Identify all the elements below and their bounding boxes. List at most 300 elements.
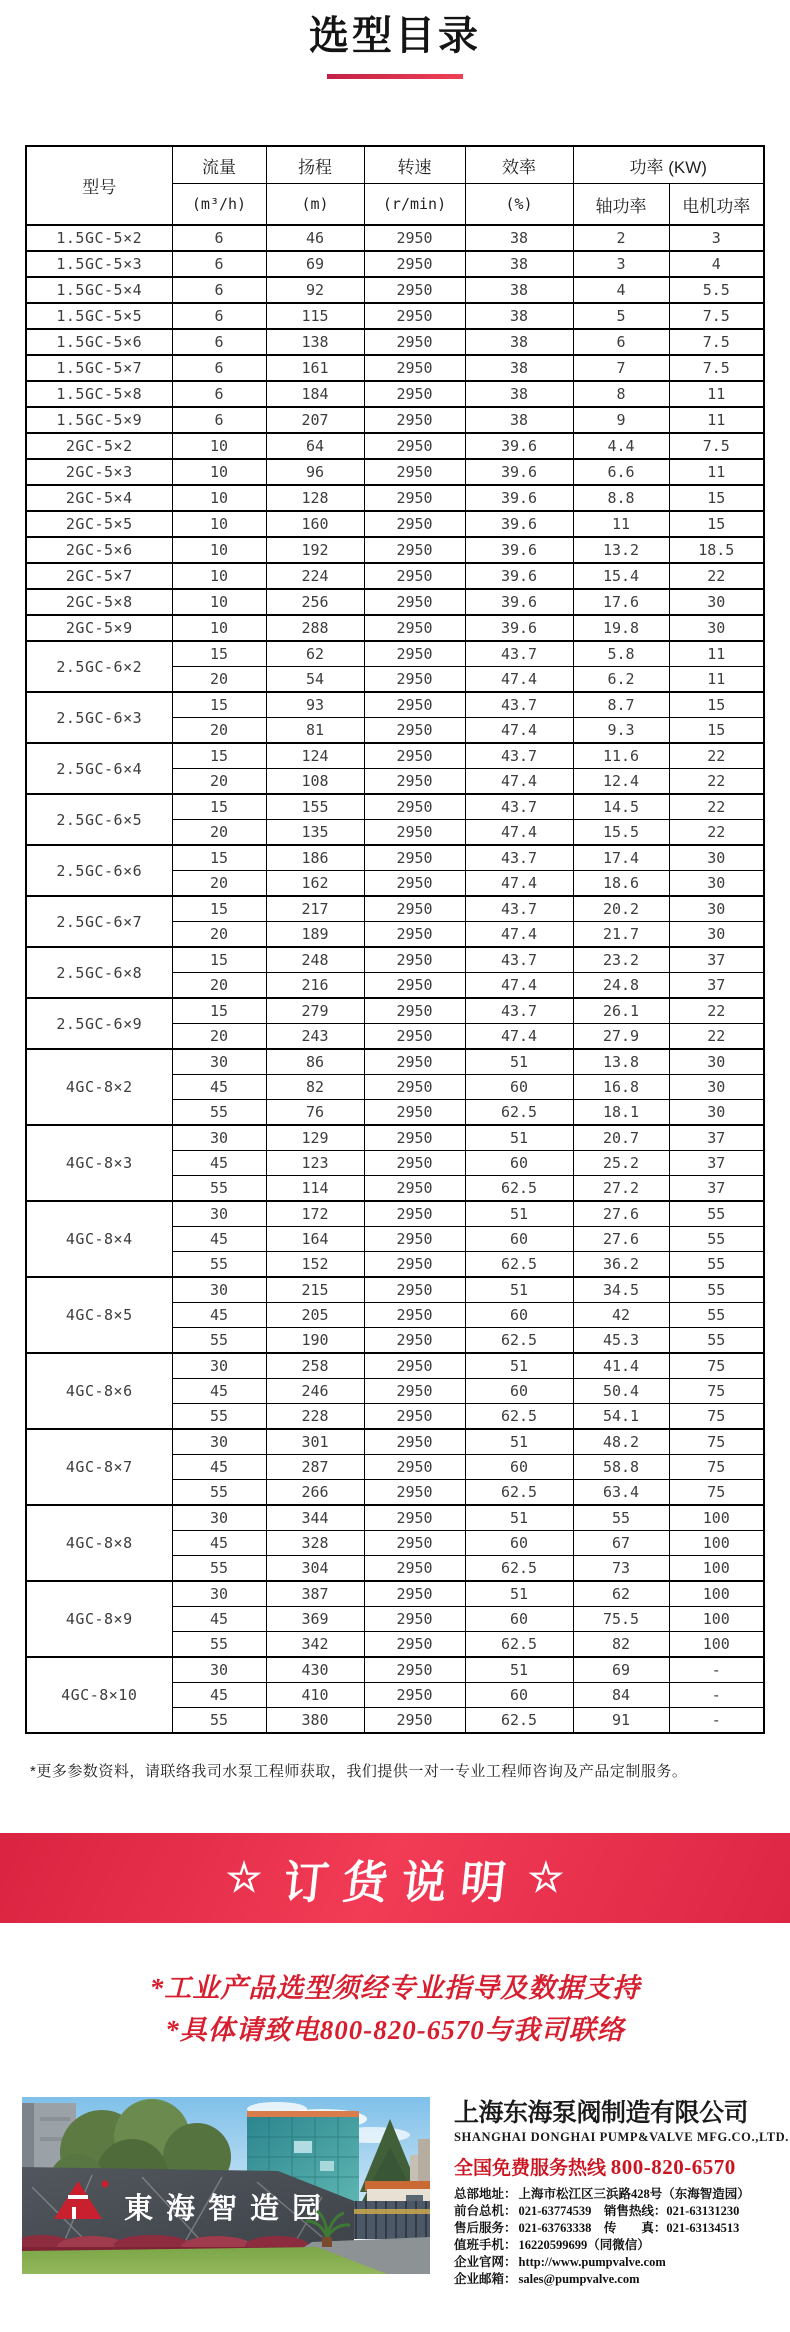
value-cell: 172 bbox=[266, 1201, 364, 1227]
value-cell: - bbox=[669, 1657, 764, 1683]
value-cell: 2950 bbox=[364, 743, 465, 769]
value-cell: 39.6 bbox=[465, 537, 573, 563]
value-cell: 38 bbox=[465, 355, 573, 381]
value-cell: 2950 bbox=[364, 1505, 465, 1531]
value-cell: 184 bbox=[266, 381, 364, 407]
value-cell: 43.7 bbox=[465, 845, 573, 871]
value-cell: 2950 bbox=[364, 485, 465, 511]
value-cell: 51 bbox=[465, 1353, 573, 1379]
value-cell: 55 bbox=[172, 1556, 266, 1582]
col-header-flow: 流量 bbox=[172, 146, 266, 184]
table-row bbox=[26, 1277, 764, 1303]
info-value: 021-63763338 传 真：021-63134513 bbox=[518, 2221, 740, 2235]
value-cell: 75 bbox=[669, 1480, 764, 1506]
model-cell: 4GC-8×10 bbox=[26, 1657, 172, 1733]
value-cell: 19.8 bbox=[573, 615, 669, 641]
value-cell: 9 bbox=[573, 407, 669, 433]
value-cell: 55 bbox=[172, 1176, 266, 1202]
value-cell: 217 bbox=[266, 896, 364, 922]
value-cell: 73 bbox=[573, 1556, 669, 1582]
value-cell: 75.5 bbox=[573, 1607, 669, 1632]
table-row bbox=[26, 329, 764, 355]
value-cell: 62 bbox=[266, 641, 364, 667]
value-cell: 46 bbox=[266, 225, 364, 251]
value-cell: 4 bbox=[573, 277, 669, 303]
value-cell: 30 bbox=[669, 845, 764, 871]
value-cell: 2950 bbox=[364, 973, 465, 999]
value-cell: 39.6 bbox=[465, 563, 573, 589]
value-cell: 62.5 bbox=[465, 1328, 573, 1354]
catalog-page bbox=[0, 10, 790, 2288]
hotline-label: 全国免费服务热线 bbox=[454, 2158, 607, 2179]
model-cell: 1.5GC-5×6 bbox=[26, 329, 172, 355]
table-row bbox=[26, 381, 764, 407]
value-cell: 10 bbox=[172, 459, 266, 485]
value-cell: 11 bbox=[669, 667, 764, 693]
order-banner-title: 订货说明 bbox=[280, 1855, 523, 1909]
value-cell: 45 bbox=[172, 1075, 266, 1100]
value-cell: 6 bbox=[172, 407, 266, 433]
value-cell: 108 bbox=[266, 769, 364, 795]
value-cell: 160 bbox=[266, 511, 364, 537]
model-cell: 2GC-5×2 bbox=[26, 433, 172, 459]
value-cell: 13.2 bbox=[573, 537, 669, 563]
value-cell: - bbox=[669, 1683, 764, 1708]
value-cell: 51 bbox=[465, 1505, 573, 1531]
value-cell: 20 bbox=[172, 667, 266, 693]
value-cell: 18.1 bbox=[573, 1100, 669, 1126]
value-cell: - bbox=[669, 1708, 764, 1734]
value-cell: 47.4 bbox=[465, 769, 573, 795]
notice-line-2: *具体请致电800-820-6570与我司联络 bbox=[165, 2015, 625, 2045]
value-cell: 6 bbox=[172, 329, 266, 355]
model-cell: 1.5GC-5×3 bbox=[26, 251, 172, 277]
page-title: 选型目录 bbox=[309, 13, 481, 59]
value-cell: 155 bbox=[266, 794, 364, 820]
value-cell: 84 bbox=[573, 1683, 669, 1708]
value-cell: 55 bbox=[172, 1632, 266, 1658]
company-photo bbox=[22, 2097, 430, 2274]
value-cell: 2950 bbox=[364, 589, 465, 615]
table-row bbox=[26, 303, 764, 329]
value-cell: 39.6 bbox=[465, 485, 573, 511]
table-row bbox=[26, 407, 764, 433]
company-name-cn: 上海东海泵阀制造有限公司 bbox=[454, 2098, 749, 2127]
model-cell: 2.5GC-6×8 bbox=[26, 947, 172, 998]
model-cell: 4GC-8×9 bbox=[26, 1581, 172, 1657]
value-cell: 30 bbox=[172, 1049, 266, 1075]
value-cell: 55 bbox=[669, 1328, 764, 1354]
value-cell: 2950 bbox=[364, 896, 465, 922]
value-cell: 22 bbox=[669, 998, 764, 1024]
value-cell: 100 bbox=[669, 1531, 764, 1556]
value-cell: 38 bbox=[465, 303, 573, 329]
value-cell: 43.7 bbox=[465, 998, 573, 1024]
value-cell: 2950 bbox=[364, 1277, 465, 1303]
value-cell: 69 bbox=[573, 1657, 669, 1683]
col-header-model: 型号 bbox=[26, 146, 172, 225]
model-cell: 1.5GC-5×9 bbox=[26, 407, 172, 433]
value-cell: 27.9 bbox=[573, 1024, 669, 1050]
value-cell: 2950 bbox=[364, 1607, 465, 1632]
value-cell: 69 bbox=[266, 251, 364, 277]
value-cell: 2950 bbox=[364, 1531, 465, 1556]
value-cell: 8 bbox=[573, 381, 669, 407]
model-cell: 1.5GC-5×4 bbox=[26, 277, 172, 303]
value-cell: 228 bbox=[266, 1404, 364, 1430]
value-cell: 2950 bbox=[364, 329, 465, 355]
table-row bbox=[26, 743, 764, 769]
value-cell: 2950 bbox=[364, 1201, 465, 1227]
value-cell: 2950 bbox=[364, 1480, 465, 1506]
value-cell: 304 bbox=[266, 1556, 364, 1582]
value-cell: 344 bbox=[266, 1505, 364, 1531]
value-cell: 430 bbox=[266, 1657, 364, 1683]
value-cell: 39.6 bbox=[465, 589, 573, 615]
value-cell: 27.6 bbox=[573, 1201, 669, 1227]
value-cell: 51 bbox=[465, 1125, 573, 1151]
value-cell: 39.6 bbox=[465, 433, 573, 459]
value-cell: 82 bbox=[266, 1075, 364, 1100]
hotline-number: 800-820-6570 bbox=[610, 2155, 736, 2179]
model-cell: 4GC-8×7 bbox=[26, 1429, 172, 1505]
value-cell: 37 bbox=[669, 973, 764, 999]
info-value: 021-63774539 销售热线：021-63131230 bbox=[518, 2204, 740, 2218]
value-cell: 3 bbox=[573, 251, 669, 277]
value-cell: 55 bbox=[669, 1277, 764, 1303]
value-cell: 38 bbox=[465, 251, 573, 277]
info-value: sales@pumpvalve.com bbox=[518, 2272, 640, 2286]
value-cell: 10 bbox=[172, 589, 266, 615]
value-cell: 387 bbox=[266, 1581, 364, 1607]
value-cell: 100 bbox=[669, 1581, 764, 1607]
value-cell: 37 bbox=[669, 1176, 764, 1202]
value-cell: 60 bbox=[465, 1683, 573, 1708]
value-cell: 8.7 bbox=[573, 692, 669, 718]
unit-head: (m) bbox=[266, 184, 364, 226]
value-cell: 288 bbox=[266, 615, 364, 641]
table-row bbox=[26, 1353, 764, 1379]
value-cell: 15 bbox=[172, 896, 266, 922]
table-row bbox=[26, 1429, 764, 1455]
value-cell: 2950 bbox=[364, 251, 465, 277]
value-cell: 15 bbox=[669, 718, 764, 744]
value-cell: 2950 bbox=[364, 1227, 465, 1252]
pump-selection-table bbox=[25, 145, 765, 1734]
value-cell: 4 bbox=[669, 251, 764, 277]
value-cell: 2950 bbox=[364, 537, 465, 563]
value-cell: 55 bbox=[172, 1100, 266, 1126]
value-cell: 43.7 bbox=[465, 743, 573, 769]
value-cell: 135 bbox=[266, 820, 364, 846]
value-cell: 60 bbox=[465, 1303, 573, 1328]
value-cell: 2950 bbox=[364, 355, 465, 381]
value-cell: 215 bbox=[266, 1277, 364, 1303]
value-cell: 20.2 bbox=[573, 896, 669, 922]
info-label: 企业邮箱： bbox=[454, 2272, 517, 2286]
value-cell: 301 bbox=[266, 1429, 364, 1455]
model-cell: 4GC-8×5 bbox=[26, 1277, 172, 1353]
table-row bbox=[26, 277, 764, 303]
value-cell: 22 bbox=[669, 743, 764, 769]
value-cell: 16.8 bbox=[573, 1075, 669, 1100]
value-cell: 54.1 bbox=[573, 1404, 669, 1430]
value-cell: 2950 bbox=[364, 1708, 465, 1734]
value-cell: 60 bbox=[465, 1151, 573, 1176]
info-value: 16220599699（同微信） bbox=[518, 2238, 650, 2252]
value-cell: 38 bbox=[465, 407, 573, 433]
value-cell: 47.4 bbox=[465, 922, 573, 948]
value-cell: 3 bbox=[669, 225, 764, 251]
value-cell: 2950 bbox=[364, 1328, 465, 1354]
value-cell: 20 bbox=[172, 871, 266, 897]
table-row bbox=[26, 251, 764, 277]
value-cell: 47.4 bbox=[465, 820, 573, 846]
value-cell: 86 bbox=[266, 1049, 364, 1075]
value-cell: 6 bbox=[172, 303, 266, 329]
value-cell: 2950 bbox=[364, 718, 465, 744]
value-cell: 216 bbox=[266, 973, 364, 999]
value-cell: 92 bbox=[266, 277, 364, 303]
value-cell: 42 bbox=[573, 1303, 669, 1328]
value-cell: 2950 bbox=[364, 1049, 465, 1075]
value-cell: 162 bbox=[266, 871, 364, 897]
value-cell: 6 bbox=[172, 277, 266, 303]
table-row bbox=[26, 1201, 764, 1227]
value-cell: 17.6 bbox=[573, 589, 669, 615]
col-header-efficiency: 效率 bbox=[465, 146, 573, 184]
info-value: 上海市松江区三浜路428号（东海智造园） bbox=[518, 2187, 750, 2201]
value-cell: 2950 bbox=[364, 769, 465, 795]
value-cell: 45 bbox=[172, 1531, 266, 1556]
value-cell: 2950 bbox=[364, 459, 465, 485]
value-cell: 2950 bbox=[364, 277, 465, 303]
value-cell: 45 bbox=[172, 1683, 266, 1708]
value-cell: 100 bbox=[669, 1632, 764, 1658]
title-underline bbox=[327, 74, 463, 79]
model-cell: 4GC-8×8 bbox=[26, 1505, 172, 1581]
value-cell: 30 bbox=[172, 1201, 266, 1227]
info-line-duty-phone bbox=[454, 2237, 768, 2254]
model-cell: 1.5GC-5×5 bbox=[26, 303, 172, 329]
value-cell: 152 bbox=[266, 1252, 364, 1278]
value-cell: 10 bbox=[172, 511, 266, 537]
value-cell: 55 bbox=[172, 1708, 266, 1734]
value-cell: 12.4 bbox=[573, 769, 669, 795]
model-cell: 2.5GC-6×3 bbox=[26, 692, 172, 743]
value-cell: 2950 bbox=[364, 407, 465, 433]
table-row bbox=[26, 355, 764, 381]
value-cell: 30 bbox=[669, 589, 764, 615]
value-cell: 11 bbox=[669, 459, 764, 485]
value-cell: 30 bbox=[172, 1125, 266, 1151]
value-cell: 2950 bbox=[364, 381, 465, 407]
value-cell: 2950 bbox=[364, 845, 465, 871]
value-cell: 15 bbox=[172, 845, 266, 871]
value-cell: 60 bbox=[465, 1379, 573, 1404]
unit-flow: (m³/h) bbox=[172, 184, 266, 226]
value-cell: 75 bbox=[669, 1429, 764, 1455]
value-cell: 11 bbox=[669, 407, 764, 433]
value-cell: 55 bbox=[172, 1404, 266, 1430]
value-cell: 45 bbox=[172, 1379, 266, 1404]
model-cell: 2GC-5×8 bbox=[26, 589, 172, 615]
col-header-power: 功率 (KW) bbox=[573, 146, 764, 184]
value-cell: 342 bbox=[266, 1632, 364, 1658]
value-cell: 37 bbox=[669, 947, 764, 973]
value-cell: 38 bbox=[465, 277, 573, 303]
value-cell: 62.5 bbox=[465, 1556, 573, 1582]
value-cell: 55 bbox=[172, 1328, 266, 1354]
value-cell: 2950 bbox=[364, 1075, 465, 1100]
value-cell: 34.5 bbox=[573, 1277, 669, 1303]
value-cell: 75 bbox=[669, 1404, 764, 1430]
value-cell: 2950 bbox=[364, 922, 465, 948]
value-cell: 128 bbox=[266, 485, 364, 511]
value-cell: 15 bbox=[669, 485, 764, 511]
value-cell: 2950 bbox=[364, 692, 465, 718]
value-cell: 43.7 bbox=[465, 692, 573, 718]
footer bbox=[0, 2097, 790, 2288]
value-cell: 6 bbox=[172, 251, 266, 277]
table-row bbox=[26, 947, 764, 973]
model-cell: 2GC-5×5 bbox=[26, 511, 172, 537]
value-cell: 6 bbox=[172, 355, 266, 381]
value-cell: 11 bbox=[669, 641, 764, 667]
value-cell: 93 bbox=[266, 692, 364, 718]
star-icon: ☆ bbox=[226, 1856, 262, 1900]
value-cell: 30 bbox=[669, 1049, 764, 1075]
value-cell: 51 bbox=[465, 1657, 573, 1683]
value-cell: 22 bbox=[669, 563, 764, 589]
value-cell: 47.4 bbox=[465, 871, 573, 897]
value-cell: 138 bbox=[266, 329, 364, 355]
table-body bbox=[26, 225, 764, 1733]
value-cell: 39.6 bbox=[465, 459, 573, 485]
col-header-motor-power: 电机功率 bbox=[669, 184, 764, 226]
value-cell: 4.4 bbox=[573, 433, 669, 459]
value-cell: 2950 bbox=[364, 667, 465, 693]
value-cell: 205 bbox=[266, 1303, 364, 1328]
info-label: 总部地址： bbox=[454, 2187, 517, 2201]
table-row bbox=[26, 511, 764, 537]
value-cell: 2950 bbox=[364, 511, 465, 537]
value-cell: 100 bbox=[669, 1505, 764, 1531]
value-cell: 15 bbox=[669, 692, 764, 718]
value-cell: 2950 bbox=[364, 1353, 465, 1379]
value-cell: 161 bbox=[266, 355, 364, 381]
service-hotline bbox=[454, 2153, 768, 2180]
value-cell: 2950 bbox=[364, 1556, 465, 1582]
value-cell: 15 bbox=[172, 794, 266, 820]
value-cell: 256 bbox=[266, 589, 364, 615]
value-cell: 2950 bbox=[364, 433, 465, 459]
value-cell: 2950 bbox=[364, 1581, 465, 1607]
value-cell: 124 bbox=[266, 743, 364, 769]
value-cell: 10 bbox=[172, 433, 266, 459]
value-cell: 30 bbox=[669, 615, 764, 641]
value-cell: 60 bbox=[465, 1227, 573, 1252]
value-cell: 81 bbox=[266, 718, 364, 744]
value-cell: 38 bbox=[465, 225, 573, 251]
value-cell: 82 bbox=[573, 1632, 669, 1658]
value-cell: 5.5 bbox=[669, 277, 764, 303]
value-cell: 115 bbox=[266, 303, 364, 329]
value-cell: 62.5 bbox=[465, 1632, 573, 1658]
value-cell: 5.8 bbox=[573, 641, 669, 667]
value-cell: 9.3 bbox=[573, 718, 669, 744]
unit-speed: (r/min) bbox=[364, 184, 465, 226]
value-cell: 13.8 bbox=[573, 1049, 669, 1075]
value-cell: 15.5 bbox=[573, 820, 669, 846]
value-cell: 2950 bbox=[364, 303, 465, 329]
table-row bbox=[26, 998, 764, 1024]
value-cell: 26.1 bbox=[573, 998, 669, 1024]
value-cell: 54 bbox=[266, 667, 364, 693]
value-cell: 64 bbox=[266, 433, 364, 459]
value-cell: 30 bbox=[172, 1505, 266, 1531]
table-row bbox=[26, 615, 764, 641]
info-label: 值班手机： bbox=[454, 2238, 517, 2252]
value-cell: 47.4 bbox=[465, 1024, 573, 1050]
value-cell: 14.5 bbox=[573, 794, 669, 820]
value-cell: 62.5 bbox=[465, 1252, 573, 1278]
value-cell: 36.2 bbox=[573, 1252, 669, 1278]
value-cell: 27.6 bbox=[573, 1227, 669, 1252]
value-cell: 258 bbox=[266, 1353, 364, 1379]
value-cell: 62.5 bbox=[465, 1100, 573, 1126]
value-cell: 10 bbox=[172, 537, 266, 563]
info-line-address bbox=[454, 2186, 768, 2203]
value-cell: 47.4 bbox=[465, 667, 573, 693]
table-row bbox=[26, 485, 764, 511]
table-row bbox=[26, 537, 764, 563]
model-cell: 2GC-5×3 bbox=[26, 459, 172, 485]
value-cell: 62 bbox=[573, 1581, 669, 1607]
value-cell: 50.4 bbox=[573, 1379, 669, 1404]
value-cell: 15 bbox=[172, 743, 266, 769]
value-cell: 10 bbox=[172, 485, 266, 511]
value-cell: 20 bbox=[172, 820, 266, 846]
value-cell: 22 bbox=[669, 769, 764, 795]
value-cell: 30 bbox=[172, 1581, 266, 1607]
value-cell: 22 bbox=[669, 1024, 764, 1050]
notice-block bbox=[0, 1967, 790, 2051]
value-cell: 38 bbox=[465, 381, 573, 407]
value-cell: 55 bbox=[669, 1201, 764, 1227]
table-row bbox=[26, 1049, 764, 1075]
value-cell: 11 bbox=[573, 511, 669, 537]
value-cell: 20 bbox=[172, 973, 266, 999]
info-label: 企业官网： bbox=[454, 2255, 517, 2269]
value-cell: 190 bbox=[266, 1328, 364, 1354]
unit-efficiency: (%) bbox=[465, 184, 573, 226]
value-cell: 224 bbox=[266, 563, 364, 589]
value-cell: 15 bbox=[172, 692, 266, 718]
value-cell: 20.7 bbox=[573, 1125, 669, 1151]
model-cell: 2GC-5×6 bbox=[26, 537, 172, 563]
table-row bbox=[26, 459, 764, 485]
value-cell: 2950 bbox=[364, 947, 465, 973]
table-row bbox=[26, 1505, 764, 1531]
value-cell: 45 bbox=[172, 1607, 266, 1632]
value-cell: 2950 bbox=[364, 1151, 465, 1176]
value-cell: 43.7 bbox=[465, 641, 573, 667]
table-row bbox=[26, 1657, 764, 1683]
value-cell: 30 bbox=[669, 1100, 764, 1126]
model-cell: 2GC-5×4 bbox=[26, 485, 172, 511]
value-cell: 30 bbox=[669, 871, 764, 897]
